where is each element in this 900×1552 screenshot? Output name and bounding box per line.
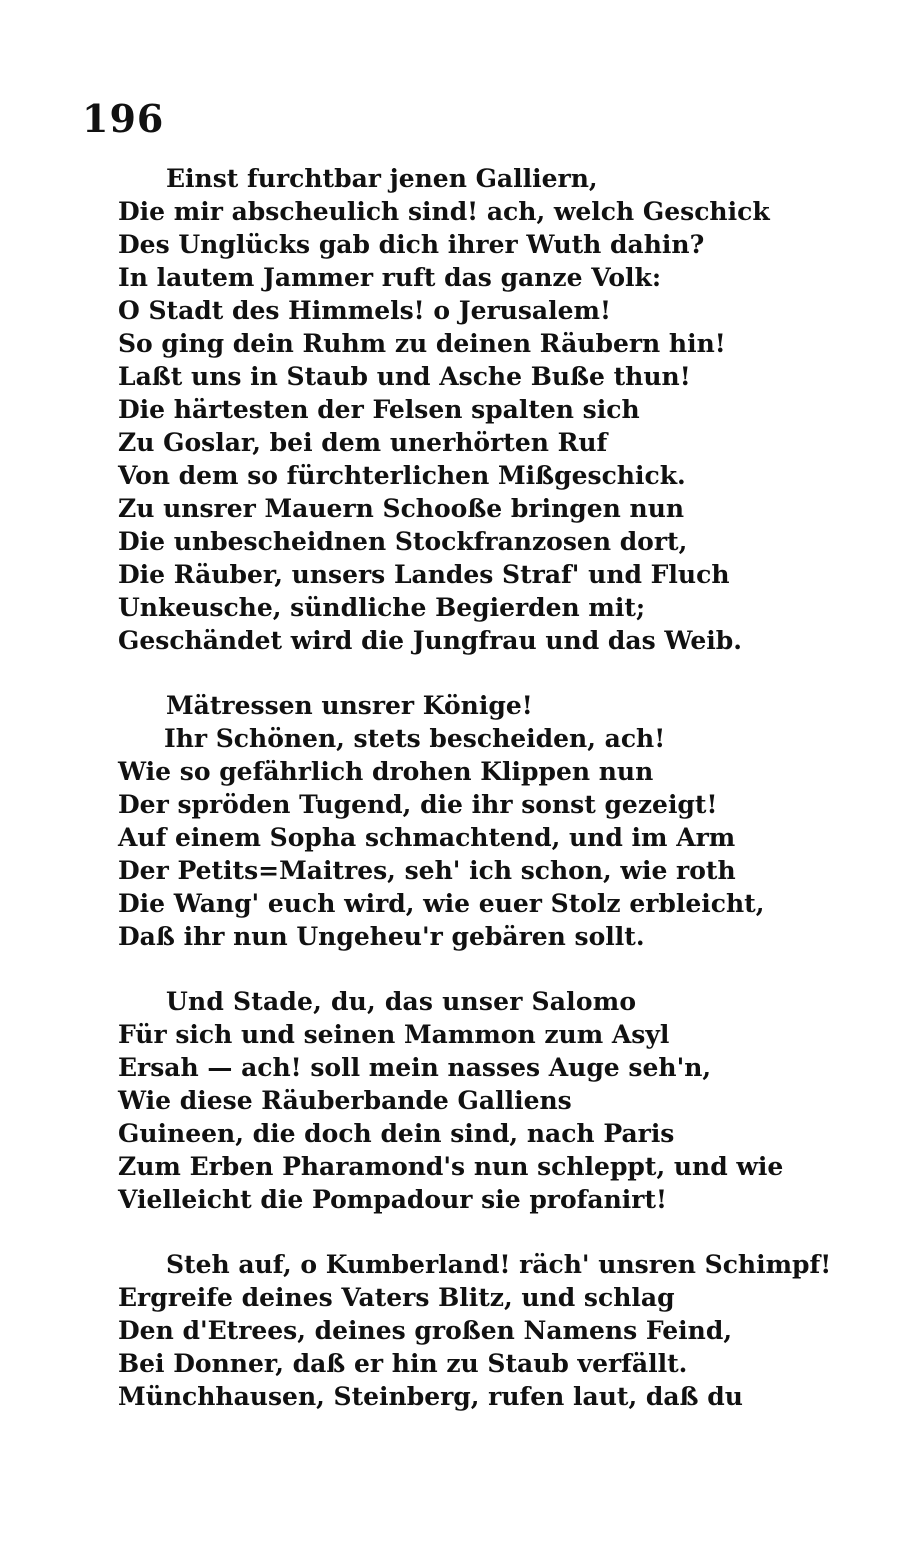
poem-line: Ergreife deines Vaters Blitz, und schlag [118, 1283, 675, 1312]
poem-line: Mätressen unsrer Könige! [166, 691, 533, 720]
stanza-2 [118, 689, 818, 953]
poem-line: Die Wang' euch wird, wie euer Stolz erbleicht, [118, 889, 765, 918]
poem-line: Die Räuber, unsers Landes Straf' und Fluch [118, 560, 730, 589]
stanza-4 [118, 1248, 832, 1413]
page-number: 196 [82, 96, 165, 141]
poem-line: Für sich und seinen Mammon zum Asyl [118, 1020, 670, 1049]
poem-line: Von dem so fürchterlichen Mißgeschick. [118, 461, 686, 490]
stanza-3 [118, 985, 818, 1216]
poem-line: Unkeusche, sündliche Begierden mit; [118, 593, 646, 622]
poem-line: Steh auf, o Kumberland! räch' unsren Schimpf! [166, 1250, 832, 1279]
poem-line: Den d'Etrees, deines großen Namens Feind, [118, 1316, 733, 1345]
poem-line: Vielleicht die Pompadour sie profanirt! [118, 1185, 667, 1214]
stanza-1 [118, 162, 818, 657]
poem-line: Zu Goslar, bei dem unerhörten Ruf [118, 428, 608, 457]
poem-line: Zum Erben Pharamond's nun schleppt, und wie [118, 1152, 784, 1181]
poem-line: In lautem Jammer ruft das ganze Volk: [118, 263, 662, 292]
poem-text [118, 162, 832, 1413]
poem-line: Die unbescheidnen Stockfranzosen dort, [118, 527, 688, 556]
poem-line: Bei Donner, daß er hin zu Staub verfällt. [118, 1349, 688, 1378]
poem-line: Die härtesten der Felsen spalten sich [118, 395, 640, 424]
poem-line: Und Stade, du, das unser Salomo [166, 987, 637, 1016]
poem-line: Laßt uns in Staub und Asche Buße thun! [118, 362, 691, 391]
poem-line: Einst furchtbar jenen Galliern, [166, 164, 598, 193]
poem-line: Der Petits=Maitres, seh' ich schon, wie roth [118, 856, 736, 885]
poem-line: Ersah — ach! soll mein nasses Auge seh'n, [118, 1053, 712, 1082]
poem-line: Daß ihr nun Ungeheu'r gebären sollt. [118, 922, 645, 951]
poem-line: Guineen, die doch dein sind, nach Paris [118, 1119, 675, 1148]
poem-line: Des Unglücks gab dich ihrer Wuth dahin? [118, 230, 705, 259]
poem-line: Auf einem Sopha schmachtend, und im Arm [118, 823, 736, 852]
poem-line: So ging dein Ruhm zu deinen Räubern hin! [118, 329, 726, 358]
poem-line: Münchhausen, Steinberg, rufen laut, daß du [118, 1382, 743, 1411]
poem-line: Ihr Schönen, stets bescheiden, ach! [164, 724, 666, 753]
poem-line: O Stadt des Himmels! o Jerusalem! [118, 296, 611, 325]
poem-line: Wie so gefährlich drohen Klippen nun [118, 757, 654, 786]
poem-line: Wie diese Räuberbande Galliens [118, 1086, 572, 1115]
poem-line: Die mir abscheulich sind! ach, welch Geschick [118, 197, 770, 226]
poem-line: Geschändet wird die Jungfrau und das Weib. [118, 626, 742, 655]
poem-line: Der spröden Tugend, die ihr sonst gezeigt! [118, 790, 718, 819]
poem-line: Zu unsrer Mauern Schooße bringen nun [118, 494, 685, 523]
